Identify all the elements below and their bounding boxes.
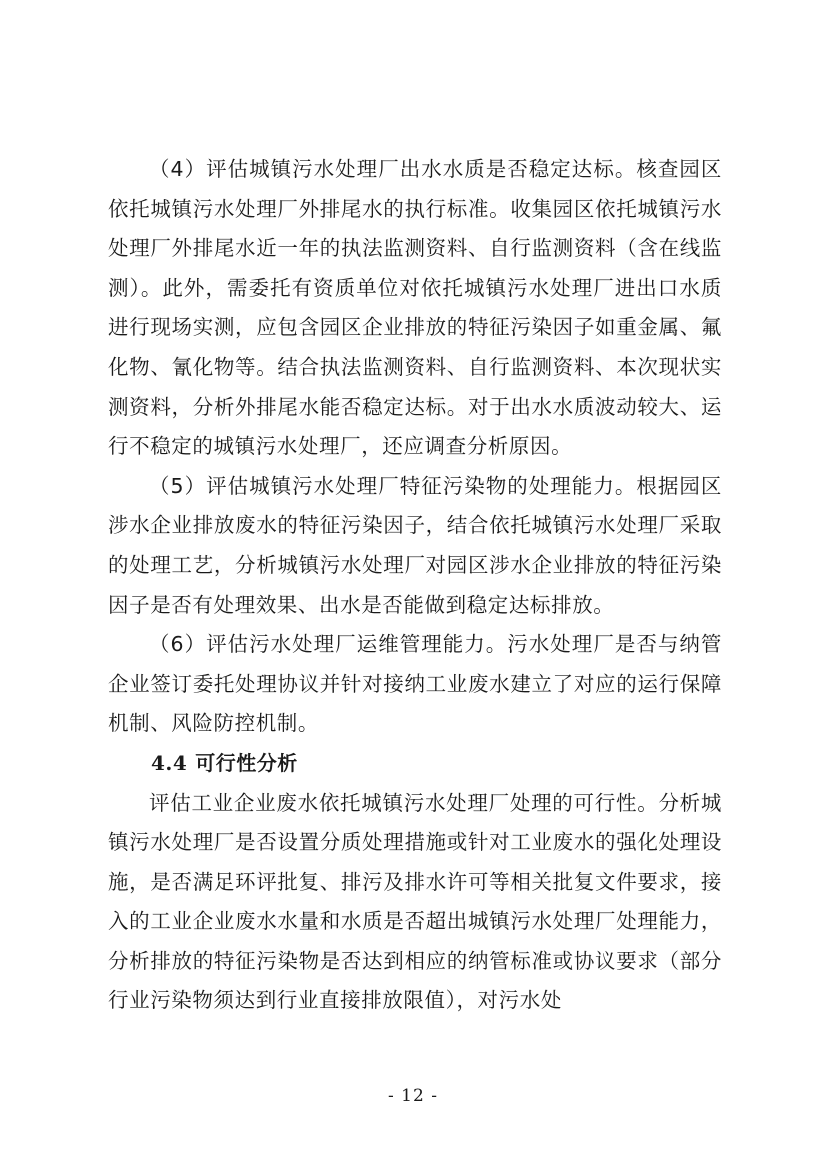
paragraph-item-5: （5）评估城镇污水处理厂特征污染物的处理能力。根据园区涉水企业排放废水的特征污染因子，结合依托城镇污水处理厂采取的处理工艺，分析城镇污水处理厂对园区涉水企业排放的特征污染因子是否有处理效果、出水是否能做到稳定达标排放。 bbox=[108, 473, 722, 617]
section-heading bbox=[108, 744, 722, 784]
section-number: 4.4 bbox=[151, 750, 188, 775]
paragraph-item-6: （6）评估污水处理厂运维管理能力。污水处理厂是否与纳管企业签订委托处理协议并针对接纳工业废水建立了对应的运行保障机制、风险防控机制。 bbox=[108, 632, 722, 736]
section-title: 可行性分析 bbox=[195, 750, 298, 775]
section-body-paragraph: 评估工业企业废水依托城镇污水处理厂处理的可行性。分析城镇污水处理厂是否设置分质处理措施或针对工业废水的强化处理设施，是否满足环评批复、排污及排水许可等相关批复文件要求，接入的工业企业废水水量和水质是否超出城镇污水处理厂处理能力，分析排放的特征污染物是否达到相应的纳管标准或协议要求（部分行业污染物须达到行业直接排放限值），对污水处 bbox=[108, 790, 722, 1013]
page-number: - 12 - bbox=[388, 1086, 438, 1106]
page-body bbox=[108, 150, 722, 1021]
paragraph-item-4: （4）评估城镇污水处理厂出水水质是否稳定达标。核查园区依托城镇污水处理厂外排尾水的执行标准。收集园区依托城镇污水处理厂外排尾水近一年的执法监测资料、自行监测资料（含在线监测）。此外，需委托有资质单位对依托城镇污水处理厂进出口水质进行现场实测，应包含园区企业排放的特征污染因子如重金属、氟化物、氰化物等。结合执法监测资料、自行监测资料、本次现状实测资料，分析外排尾水能否稳定达标。对于出水水质波动较大、运行不稳定的城镇污水处理厂，还应调查分析原因。 bbox=[108, 157, 722, 459]
